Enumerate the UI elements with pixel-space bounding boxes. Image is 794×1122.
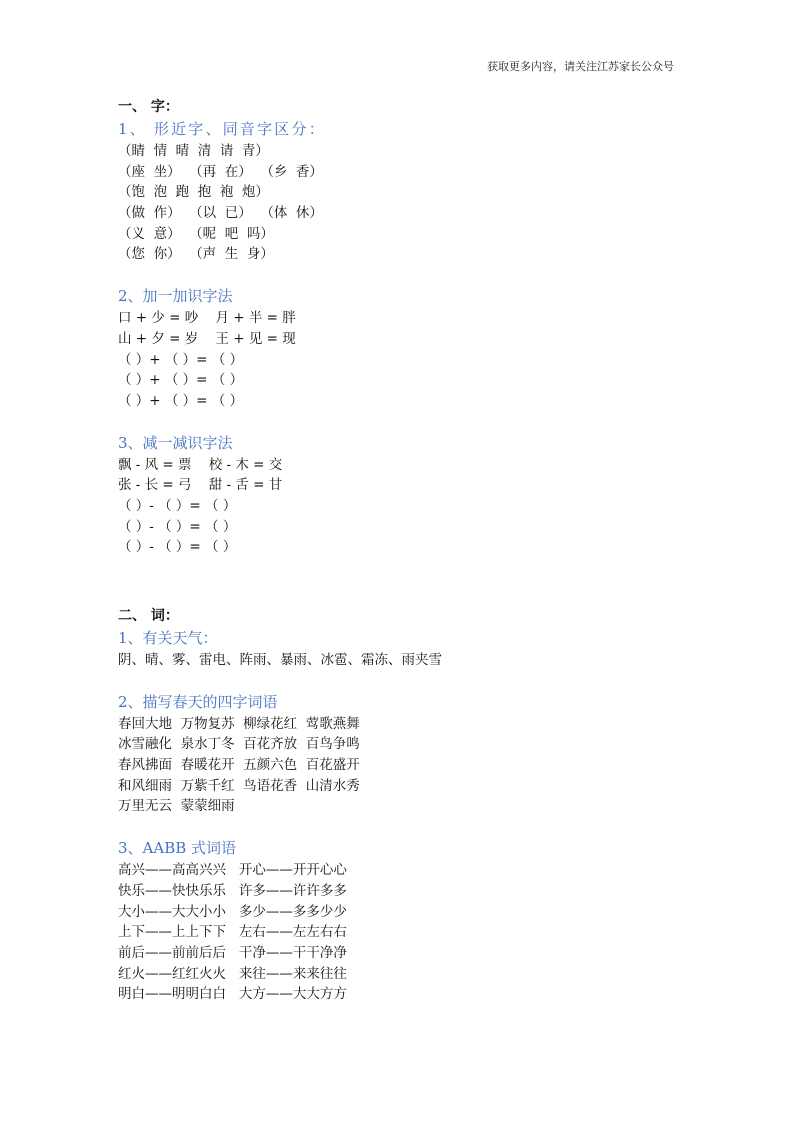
text-line: 口 + 少 = 吵 月 + 半 = 胖 xyxy=(118,310,296,327)
blank-exercise-line: （ ）- （ ）= （ ） xyxy=(118,539,237,556)
text-line: （您 你） （声 生 身） xyxy=(118,246,274,263)
text-line: 上下——上上下下 左右——左左右右 xyxy=(118,924,347,941)
subsection-heading-weather: 1、有关天气： xyxy=(118,629,218,647)
text-line: 大小——大大小小 多少——多多少少 xyxy=(118,903,347,920)
spacer xyxy=(118,817,718,837)
text-line: （义 意） （呢 吧 吗） xyxy=(118,225,274,242)
text-line: 冰雪融化 泉水丁冬 百花齐放 百鸟争鸣 xyxy=(118,736,360,753)
spacer xyxy=(118,412,718,432)
text-line: 山 + 夕 = 岁 王 + 见 = 现 xyxy=(118,330,296,347)
spacer xyxy=(118,671,718,691)
subsection-heading-spring-idioms: 2、描写春天的四字词语 xyxy=(118,692,278,711)
text-line: 快乐——快快乐乐 许多——许许多多 xyxy=(118,882,347,899)
blank-exercise-line: （ ）+ （ ）= （ ） xyxy=(118,351,244,368)
text-line: 高兴——高高兴兴 开心——开开心心 xyxy=(118,862,347,879)
subsection-heading-subtraction-method: 3、减一减识字法 xyxy=(118,433,233,452)
text-line: （做 作） （以 已） （体 休） xyxy=(118,205,323,222)
text-line: （睛 情 晴 清 请 青） xyxy=(118,143,269,159)
text-line: 张 - 长 = 弓 甜 - 舌 = 甘 xyxy=(118,477,283,494)
subsection-heading-addition-method: 2、加一加识字法 xyxy=(118,287,233,306)
blank-exercise-line: （ ）+ （ ）= （ ） xyxy=(118,392,244,409)
blank-exercise-line: （ ）- （ ）= （ ） xyxy=(118,497,237,514)
text-line: 阴、晴、雾、雷电、阵雨、暴雨、冰雹、霜冻、雨夹雪 xyxy=(118,652,442,668)
text-line: 万里无云 蒙蒙细雨 xyxy=(118,798,235,815)
text-line: 明白——明明白白 大方——大大方方 xyxy=(118,986,347,1003)
spacer xyxy=(118,558,718,605)
text-line: 春风拂面 春暖花开 五颜六色 百花盛开 xyxy=(118,757,360,774)
section-title-words: 二、 词： xyxy=(118,608,179,624)
text-line: 和风细雨 万紫千红 鸟语花香 山清水秀 xyxy=(118,777,360,794)
blank-exercise-line: （ ）- （ ）= （ ） xyxy=(118,518,237,535)
header-note: 获取更多内容，请关注江苏家长公众号 xyxy=(487,60,674,73)
spacer xyxy=(118,265,718,285)
text-line: 春回大地 万物复苏 柳绿花红 莺歌燕舞 xyxy=(118,715,360,732)
subsection-heading-aabb-words: 3、AABB 式词语 xyxy=(118,839,237,858)
document-body xyxy=(118,96,718,1005)
subsection-heading-similar-chars: 1、 形近字、同音字区分： xyxy=(118,120,326,138)
blank-exercise-line: （ ）+ （ ）= （ ） xyxy=(118,372,244,389)
text-line: 飘 - 风 = 票 校 - 木 = 交 xyxy=(118,456,283,473)
text-line: （饱 泡 跑 抱 袍 炮） xyxy=(118,184,269,201)
text-line: 红火——红红火火 来往——来来往往 xyxy=(118,965,347,982)
text-line: （座 坐） （再 在） （乡 香） xyxy=(118,163,323,180)
section-title-characters: 一、 字： xyxy=(118,99,179,115)
text-line: 前后——前前后后 干净——干干净净 xyxy=(118,944,347,961)
